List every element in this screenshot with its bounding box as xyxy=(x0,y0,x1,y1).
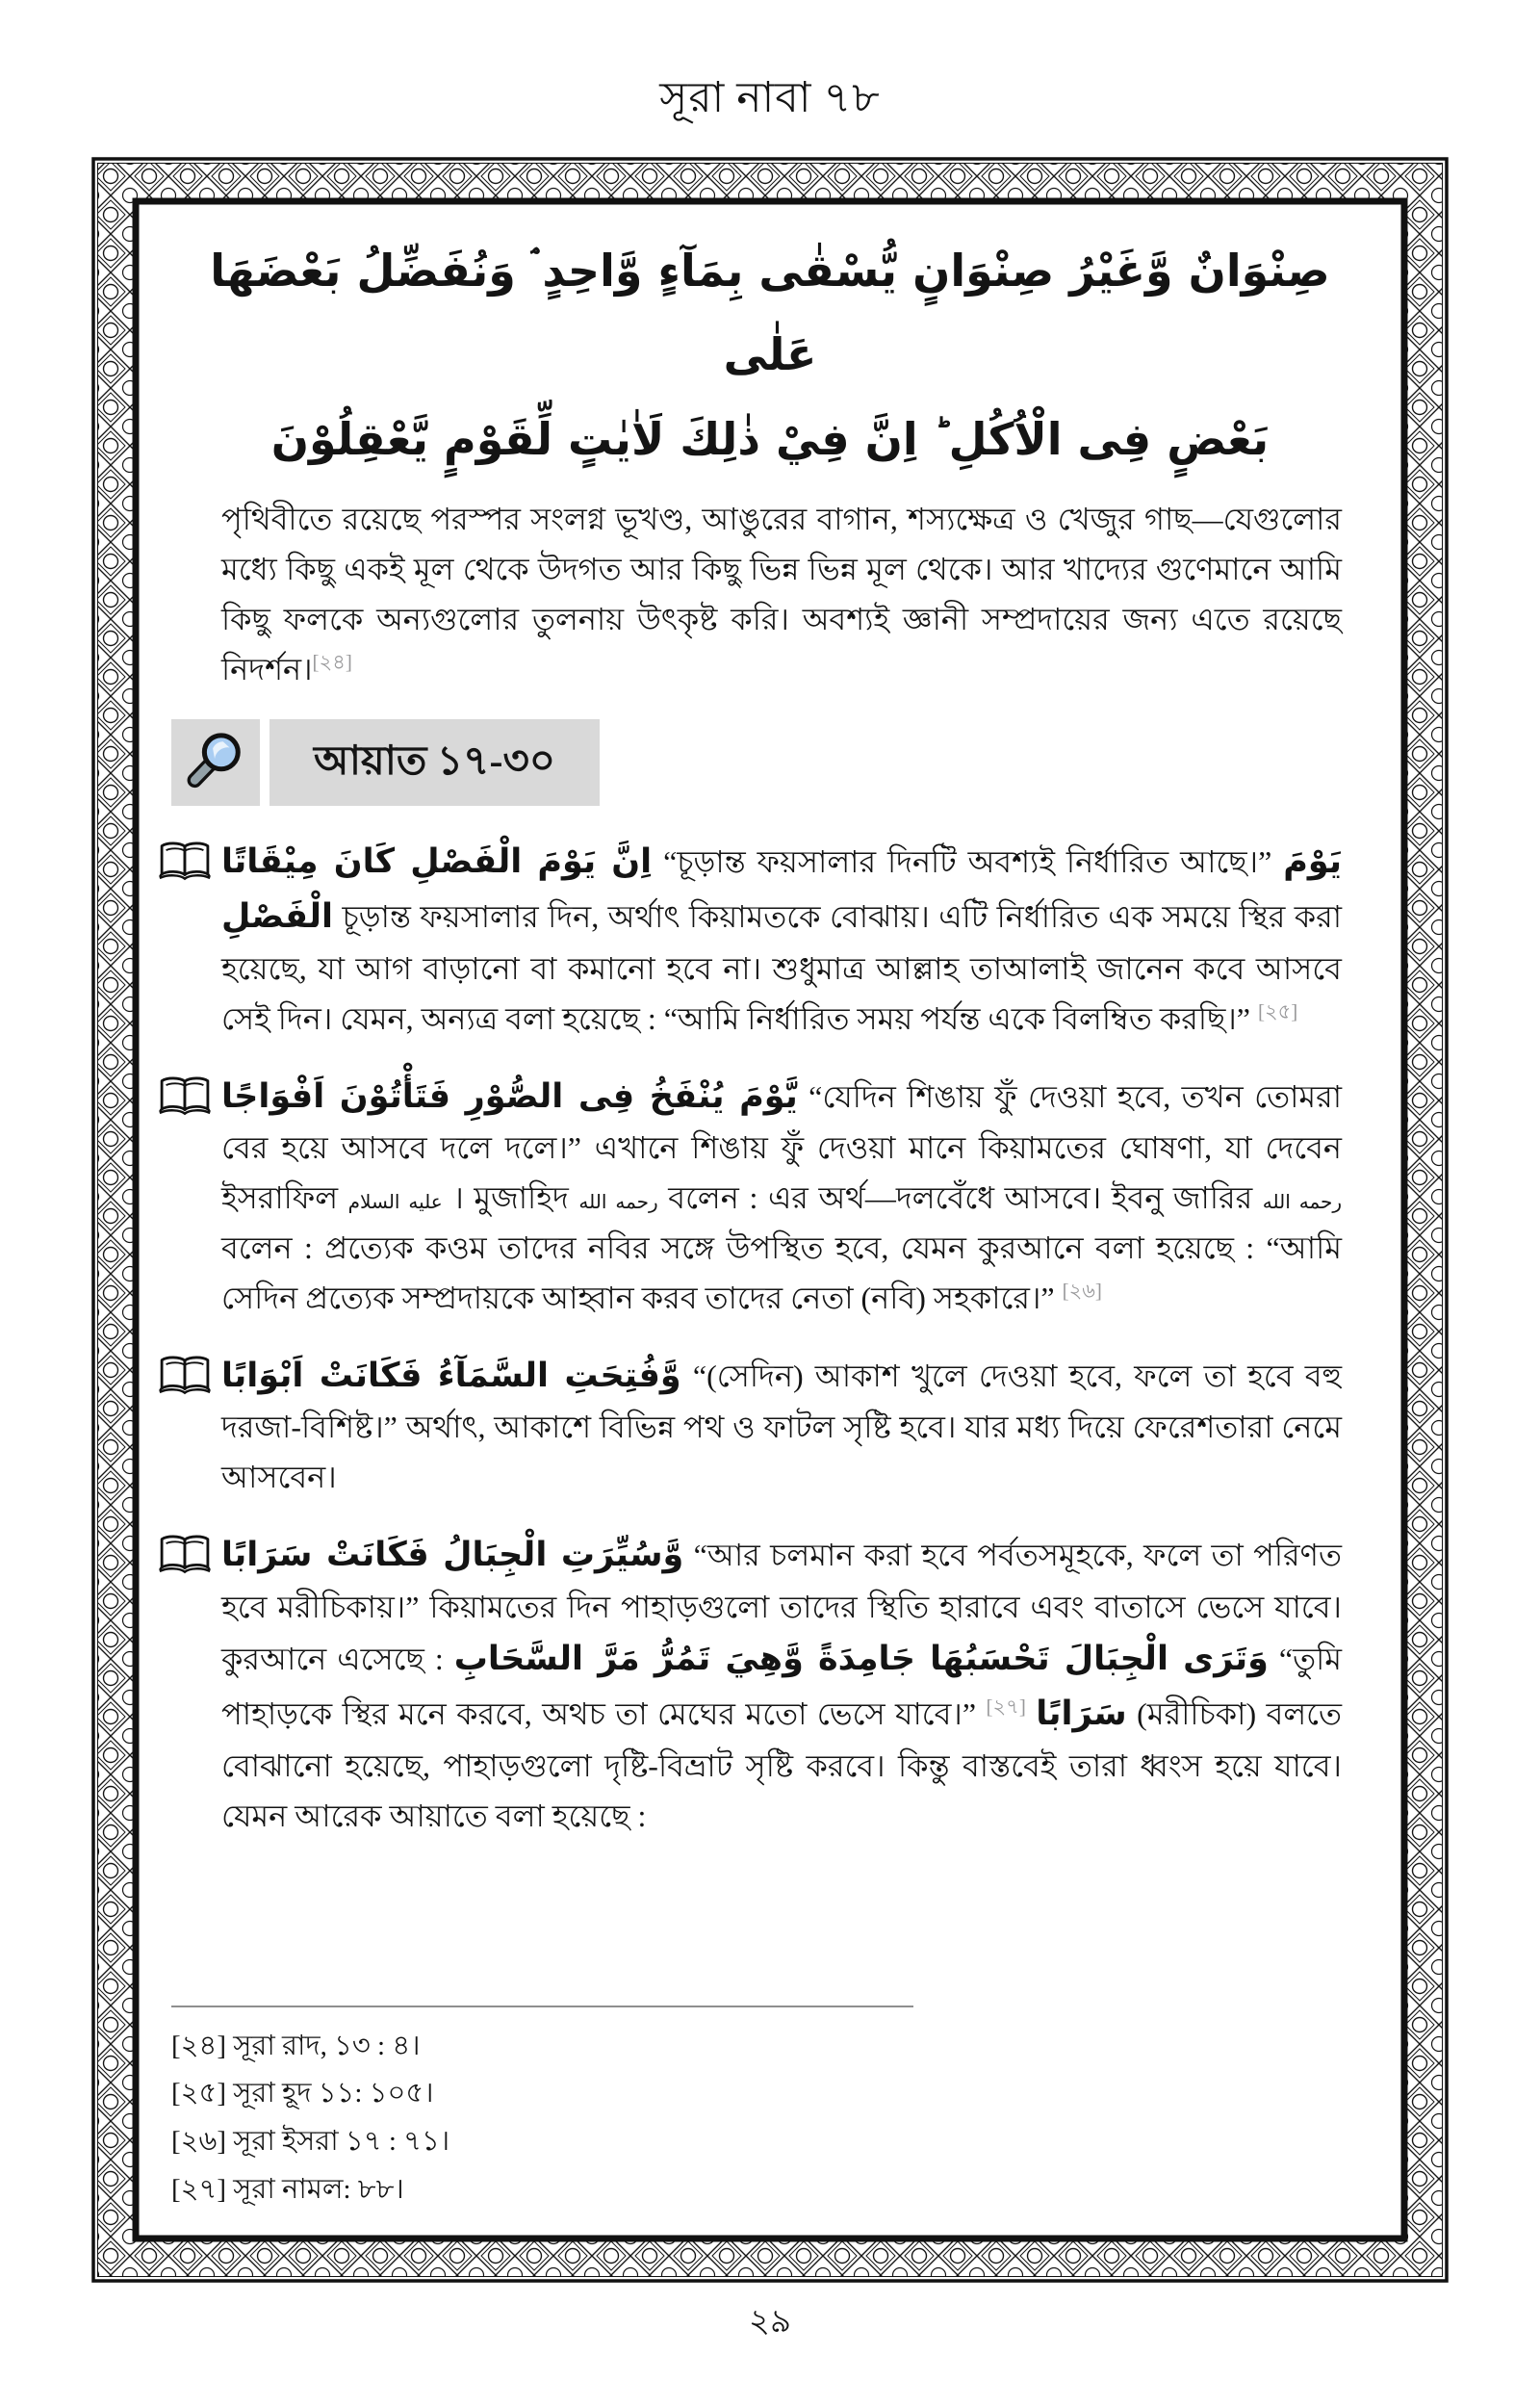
section-label-box xyxy=(270,719,600,806)
segment-arabic: وَّسُيِّرَتِ الْجِبَالُ فَكَانَتْ سَرَابًا xyxy=(221,1535,684,1574)
segment-arabic: وَتَرَى الْجِبَالَ تَحْسَبُهَا جَامِدَةً وَّهِيَ تَمُرُّ مَرَّ السَّحَابِ xyxy=(453,1640,1269,1679)
magnifier-icon xyxy=(186,731,245,795)
arabic-verse-block xyxy=(181,229,1359,481)
segment-arabic: اِنَّ يَوْمَ الْفَصْلِ كَانَ مِيْقَاتًا xyxy=(221,842,653,882)
segment-honorific: رحمه الله xyxy=(1262,1190,1343,1214)
segment-bengali: “আর চলমান করা হবে পর্বতসমূহকে, ফলে তা পরিণত হবে মরীচিকায়।” কিয়ামতের দিন পাহাড়গুলো তাদের স্থিতি হারাবে এবং বাতাসে ভেসে যাবে। কুরআনে এসেছে : xyxy=(221,1537,1343,1677)
commentary-paragraph xyxy=(221,835,1342,1044)
magnifier-icon-box xyxy=(171,719,260,806)
commentary-paragraph xyxy=(221,1070,1342,1324)
open-book-icon xyxy=(158,1353,212,1397)
open-book-icon xyxy=(158,1532,212,1576)
commentary-list xyxy=(171,810,1369,1841)
segment-ref: [২৬] xyxy=(1062,1279,1102,1303)
commentary-paragraph xyxy=(221,1528,1342,1842)
segment-honorific: عليه السلام xyxy=(347,1190,443,1214)
commentary-paragraph-text xyxy=(221,844,1342,1035)
segment-bengali: “চূড়ান্ত ফয়সালার দিনটি অবশ্যই নির্ধারিত আছে।” xyxy=(663,844,1272,880)
translation-paragraph xyxy=(221,495,1342,694)
segment-bengali: “যেদিন শিঙায় ফুঁ দেওয়া হবে, তখন তোমরা বের হয়ে আসবে দলে দলে।” এখানে শিঙায় ফুঁ দেওয়া মানে কিয়ামতের ঘোষণা, যা দেবেন ইসরাফিল xyxy=(221,1078,1343,1216)
page-frame xyxy=(91,157,1449,2283)
section-header xyxy=(171,719,1369,806)
footnote-reference: [২৪] xyxy=(312,650,352,673)
segment-bengali: চূড়ান্ত ফয়সালার দিন, অর্থাৎ কিয়ামতকে বোঝায়। এটি নির্ধারিত এক সময়ে স্থির করা হয়েছে, যা আগ বাড়ানো বা কমানো হবে না। শুধুমাত্র আল্লাহ তাআলাই জানেন কবে আসবে সেই দিন। যেমন, অন্যত্র বলা হয়েছে : “আমি নির্ধারিত সময় পর্যন্ত একে বিলম্বিত করছি।” xyxy=(221,899,1343,1036)
open-book-icon xyxy=(158,1074,212,1118)
page-number: ২৯ xyxy=(748,2304,792,2340)
segment-bengali: । মুজাহিদ xyxy=(452,1180,569,1216)
segment-bengali: (মরীচিকা) বলতে বোঝানো হয়েছে, পাহাড়গুলো দৃষ্টি-বিভ্রাট সৃষ্টি করবে। কিন্তু বাস্তবেই তারা ধ্বংস হয়ে যাবে। যেমন আরেক আয়াতে বলা হয়েছে : xyxy=(221,1696,1343,1833)
section-label: আয়াত ১৭-৩০ xyxy=(314,738,556,784)
segment-ref: [২৭] xyxy=(986,1695,1026,1719)
footnotes-block xyxy=(171,2006,1369,2215)
commentary-paragraph-text xyxy=(221,1356,1343,1495)
commentary-paragraph xyxy=(221,1349,1342,1503)
footnote-divider xyxy=(171,2006,913,2007)
commentary-paragraph-text xyxy=(221,1076,1343,1315)
segment-bengali: “তুমি পাহাড়কে স্থির মনে করবে, অথচ তা মেঘের মতো ভেসে যাবে।” xyxy=(221,1642,1343,1732)
footnote-item: [২৭] সূরা নামল: ৮৮। xyxy=(171,2174,404,2206)
segment-arabic: يَّوْمَ يُنْفَخُ فِى الصُّوْرِ فَتَأْتُوْنَ اَفْوَاجًا xyxy=(221,1076,798,1116)
open-book-icon xyxy=(158,839,212,883)
footnote-item: [২৪] সূরা রাদ, ১৩ : ৪। xyxy=(171,2030,421,2061)
arabic-verse-line: صِنْوَانٌ وَّغَيْرُ صِنْوَانٍ يُّسْقٰى بِمَآءٍ وَّاحِدٍ ۘ وَنُفَضِّلُ بَعْضَهَا عَلٰى xyxy=(210,245,1330,381)
footnote-item: [২৫] সূরা হূদ ১১: ১০৫। xyxy=(171,2078,434,2109)
segment-arabic: يَوْمَ الْفَصْلِ xyxy=(221,842,1343,937)
translation-text: পৃথিবীতে রয়েছে পরস্পর সংলগ্ন ভূখণ্ড, আঙুরের বাগান, শস্যক্ষেত্র ও খেজুর গাছ—যেগুলোর মধ্যে কিছু একই মূল থেকে উদগত আর কিছু ভিন্ন ভিন্ন মূল থেকে। আর খাদ্যের গুণেমানে আমি কিছু ফলকে অন্যগুলোর তুলনায় উৎকৃষ্ট করি। অবশ্যই জ্ঞানী সম্প্রদায়ের জন্য এতে রয়েছে নিদর্শন। xyxy=(221,502,1342,686)
segment-arabic: وَّفُتِحَتِ السَّمَآءُ فَكَانَتْ اَبْوَابًا xyxy=(221,1356,681,1395)
commentary-paragraph-text xyxy=(221,1535,1343,1833)
segment-bengali: বলেন : প্রত্যেক কওম তাদের নবির সঙ্গে উপস্থিত হবে, যেমন কুরআনে বলা হয়েছে : “আমি সেদিন প্রত্যেক সম্প্রদায়কে আহ্বান করব তাদের নেতা (নবি) সহকারে।” xyxy=(221,1229,1342,1315)
segment-ref: [২৫] xyxy=(1258,999,1298,1023)
segment-bengali: বলেন : এর অর্থ—দলবেঁধে আসবে। ইবনু জারির xyxy=(668,1180,1253,1216)
segment-bengali: “(সেদিন) আকাশ খুলে দেওয়া হবে, ফলে তা হবে বহু দরজা-বিশিষ্ট।” অর্থাৎ, আকাশে বিভিন্ন পথ ও ফাটল সৃষ্টি হবে। যার মধ্য দিয়ে ফেরেশতারা নেমে আসবেন। xyxy=(221,1358,1343,1495)
arabic-verse-line: بَعْضٍ فِى الْاُكُلِ ؕ اِنَّ فِيْ ذٰلِكَ لَاٰيٰتٍ لِّقَوْمٍ يَّعْقِلُوْنَ xyxy=(270,412,1270,465)
footnote-item: [২৬] সূরা ইসরা ১৭ : ৭১। xyxy=(171,2126,450,2158)
segment-honorific: رحمه الله xyxy=(578,1190,658,1214)
segment-arabic: سَرَابًا xyxy=(1036,1695,1127,1734)
page-title: সূরা নাবা ৭৮ xyxy=(659,74,881,121)
page-content xyxy=(142,208,1398,2232)
